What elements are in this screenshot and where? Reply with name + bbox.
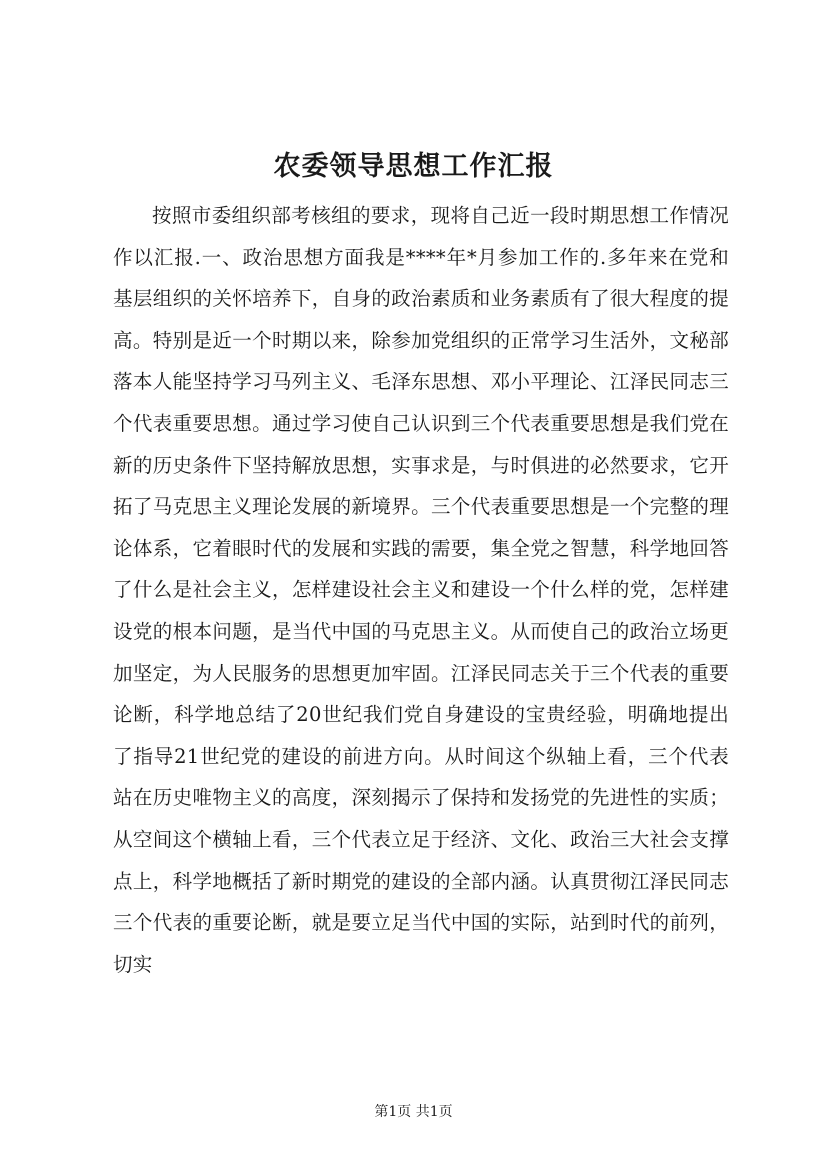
document-body-paragraph: 按照市委组织部考核组的要求，现将自己近一段时期思想工作情况作以汇报.一、政治思想方面我是****年*月参加工作的.多年来在党和基层组织的关怀培养下，自身的政治素质和业务素质有了很大程度的提高。特别是近一个时期以来，除参加党组织的正常学习生活外，文秘部落本人能坚持学习马列主义、毛泽东思想、邓小平理论、江泽民同志三个代表重要思想。通过学习使自己认识到三个代表重要思想是我们党在新的历史条件下坚持解放思想，实事求是，与时俱进的必然要求，它开拓了马克思主义理论发展的新境界。三个代表重要思想是一个完整的理论体系，它着眼时代的发展和实践的需要，集全党之智慧，科学地回答了什么是社会主义，怎样建设社会主义和建设一个什么样的党，怎样建设党的根本问题，是当代中国的马克思主义。从而使自己的政治立场更加坚定，为人民服务的思想更加牢固。江泽民同志关于三个代表的重要论断，科学地总结了20世纪我们党自身建设的宝贵经验，明确地提出了指导21世纪党的建设的前进方向。从时间这个纵轴上看，三个代表站在历史唯物主义的高度，深刻揭示了保持和发扬党的先进性的实质；从空间这个横轴上看，三个代表立足于经济、文化、政治三大社会支撑点上，科学地概括了新时期党的建设的全部内涵。认真贯彻江泽民同志三个代表的重要论断，就是要立足当代中国的实际，站到时代的前列，切实 <box>113 204 729 976</box>
document-title: 农委领导思想工作汇报 <box>273 151 554 182</box>
page-number-footer: 第1页 共1页 <box>374 1104 453 1120</box>
